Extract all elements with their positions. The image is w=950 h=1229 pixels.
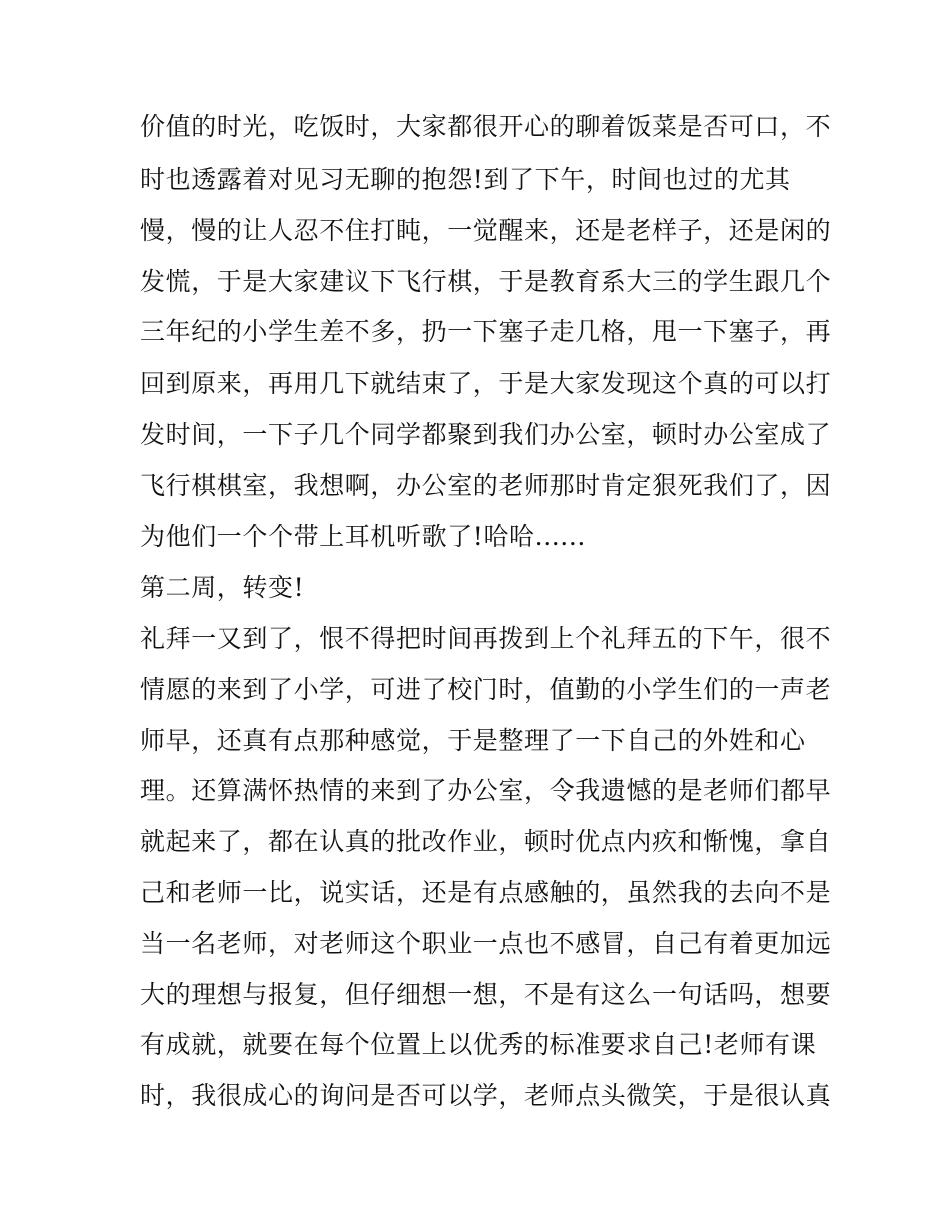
text-line: 飞行棋棋室，我想啊，办公室的老师那时肯定狠死我们了，因 [140,471,832,500]
text-line: 己和老师一比，说实话，还是有点感触的，虽然我的去向不是 [140,878,832,907]
text-line: 时，我很成心的询问是否可以学，老师点头微笑，于是很认真 [140,1081,832,1110]
text-line: 发时间，一下子几个同学都聚到我们办公室，顿时办公室成了 [140,420,832,449]
text-line: 大的理想与报复，但仔细想一想，不是有这么一句话吗，想要 [140,980,832,1009]
text-line: 有成就，就要在每个位置上以优秀的标准要求自己!老师有课 [140,1030,817,1059]
text-line: 师早，还真有点那种感觉，于是整理了一下自己的外姓和心 [140,726,806,755]
text-line: 情愿的来到了小学，可进了校门时，值勤的小学生们的一声老 [140,675,832,704]
text-line: 价值的时光，吃饭时，大家都很开心的聊着饭菜是否可口，不 [140,112,832,141]
text-line: 理。还算满怀热情的来到了办公室，令我遗憾的是老师们都早 [140,776,832,805]
text-line: 为他们一个个带上耳机听歌了!哈哈...... [140,522,586,551]
text-line: 回到原来，再用几下就结束了，于是大家发现这个真的可以打 [140,369,832,398]
text-line: 礼拜一又到了，恨不得把时间再拨到上个礼拜五的下午，很不 [140,624,832,653]
text-line: 时也透露着对见习无聊的抱怨!到了下午，时间也过的尤其 [140,165,791,194]
text-line: 当一名老师，对老师这个职业一点也不感冒，自己有着更加远 [140,929,832,958]
text-line: 发慌，于是大家建议下飞行棋，于是教育系大三的学生跟几个 [140,267,832,296]
section-heading: 第二周，转变! [140,573,305,602]
text-line: 就起来了，都在认真的批改作业，顿时优点内疚和惭愧，拿自 [140,827,832,856]
text-line: 三年纪的小学生差不多，扔一下塞子走几格，甩一下塞子，再 [140,317,832,346]
text-line: 慢，慢的让人忍不住打盹，一觉醒来，还是老样子，还是闲的 [140,216,832,245]
